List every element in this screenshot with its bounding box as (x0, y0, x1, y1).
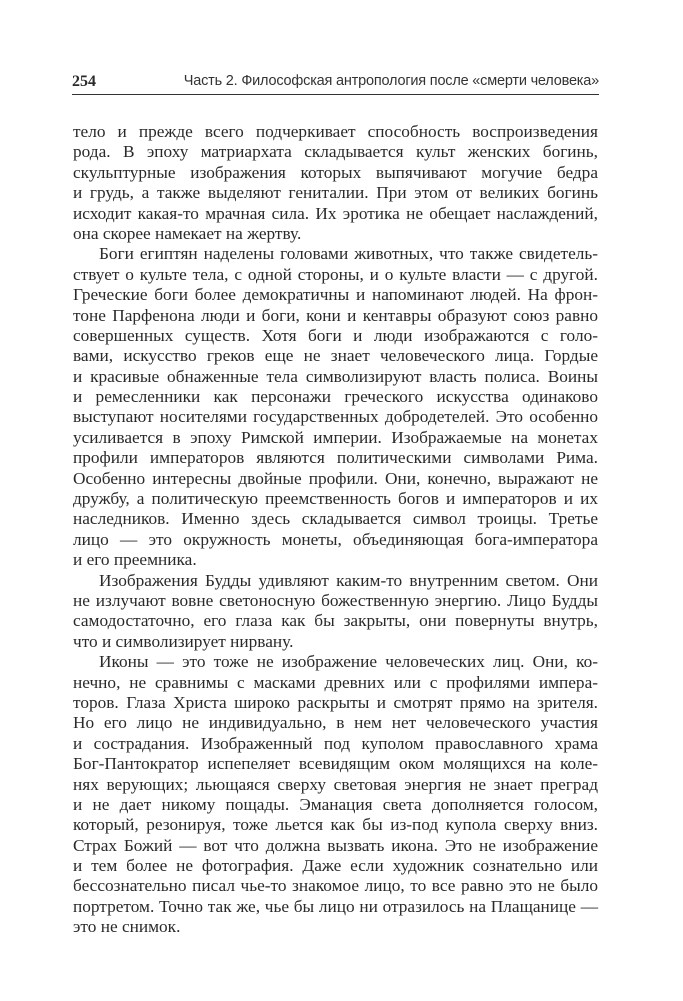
text-line: торов. Глаза Христа широко раскрыты и смотрят прямо на зрителя. (73, 692, 598, 712)
text-line: профили императоров являются политическими символами Рима. (73, 448, 598, 468)
text-line: дружбу, а политическую преемственность богов и императоров и их (73, 489, 598, 509)
text-line: это не снимок. (73, 917, 181, 937)
text-line: вами, искусство греков еще не знает человеческого лица. Гордые (73, 346, 598, 366)
paragraph (73, 652, 598, 937)
text-line: Но его лицо не индивидуально, в нем нет человеческого участия (73, 713, 598, 733)
text-line: усиливается в эпоху Римской империи. Изображаемые на монетах (73, 427, 598, 447)
text-line: совершенных существ. Хотя боги и люди изображаются с голо- (73, 325, 598, 345)
text-line: лицо — это окружность монеты, объединяющая бога-императора (73, 529, 598, 549)
paragraph (73, 122, 598, 244)
text-line: Бог-Пантократор испепеляет всевидящим оком молящихся на коле- (73, 754, 598, 774)
text-line: не излучают вовне светоносную божественную энергию. Лицо Будды (73, 590, 598, 610)
running-title: Часть 2. Философская антропология после «смерти человека» (183, 73, 599, 89)
text-line: и тем более не фотография. Даже если художник сознательно или (73, 856, 598, 876)
text-line: и грудь, а также выделяют гениталии. При этом от великих богинь (73, 183, 598, 203)
text-line: бессознательно писал чье-то знакомое лицо, то все равно это не было (73, 876, 598, 896)
text-line: выступают носителями государственных добродетелей. Это особенно (73, 407, 598, 427)
text-line: исходит какая-то мрачная сила. Их эротика не обещает наслаждений, (73, 203, 598, 223)
page-number: 254 (72, 73, 96, 90)
text-line: ствует о культе тела, с одной стороны, и о культе власти — с другой. (73, 264, 598, 284)
text-line: Изображения Будды удивляют каким-то внутренним светом. Они (99, 570, 598, 590)
text-line: и его преемника. (73, 550, 197, 570)
paragraph (73, 244, 598, 570)
page-body-text (73, 122, 598, 938)
text-line: тело и прежде всего подчеркивает способность воспроизведения (73, 122, 598, 141)
text-line: нях верующих; льющаяся сверху световая энергия не знает преград (73, 774, 598, 794)
text-line: тоне Парфенона люди и боги, кони и кентавры образуют союз равно (73, 305, 598, 325)
text-line: Страх Божий — вот что должна вызвать икона. Это не изображение (73, 835, 598, 855)
text-line: она скорее намекает на жертву. (73, 223, 302, 243)
text-line: Греческие боги более демократичны и напоминают людей. На фрон- (73, 285, 598, 305)
text-line: и ремесленники как персонажи греческого искусства одинаково (73, 387, 598, 407)
text-line: наследников. Именно здесь складывается символ троицы. Третье (73, 509, 598, 529)
paragraph (73, 571, 598, 653)
text-line: портретом. Точно так же, чье бы лицо ни отразилось на Плащанице — (73, 896, 598, 916)
text-line: что и символизирует нирвану. (73, 631, 294, 651)
text-line: Особенно интересны двойные профили. Они, конечно, выражают не (73, 468, 598, 488)
text-line: самодостаточно, его глаза как бы закрыты, они повернуты внутрь, (73, 611, 598, 631)
text-line: Иконы — это тоже не изображение человеческих лиц. Они, ко- (99, 652, 598, 672)
text-line: нечно, не сравнимы с масками древних или с профилями импера- (73, 672, 598, 692)
text-line: который, резонируя, тоже льется как бы из-под купола сверху вниз. (73, 815, 598, 835)
text-line: скульптурные изображения которых выпячивают могучие бедра (73, 162, 598, 182)
text-line: Боги египтян наделены головами животных, что также свидетель- (99, 244, 598, 264)
text-line: и сострадания. Изображенный под куполом православного храма (73, 733, 598, 753)
running-header (72, 70, 599, 95)
text-line: рода. В эпоху матриархата складывается культ женских богинь, (73, 142, 598, 162)
text-line: и красивые обнаженные тела символизируют власть полиса. Воины (73, 366, 598, 386)
text-line: и не дает никому пощады. Эманация света дополняется голосом, (73, 794, 598, 814)
